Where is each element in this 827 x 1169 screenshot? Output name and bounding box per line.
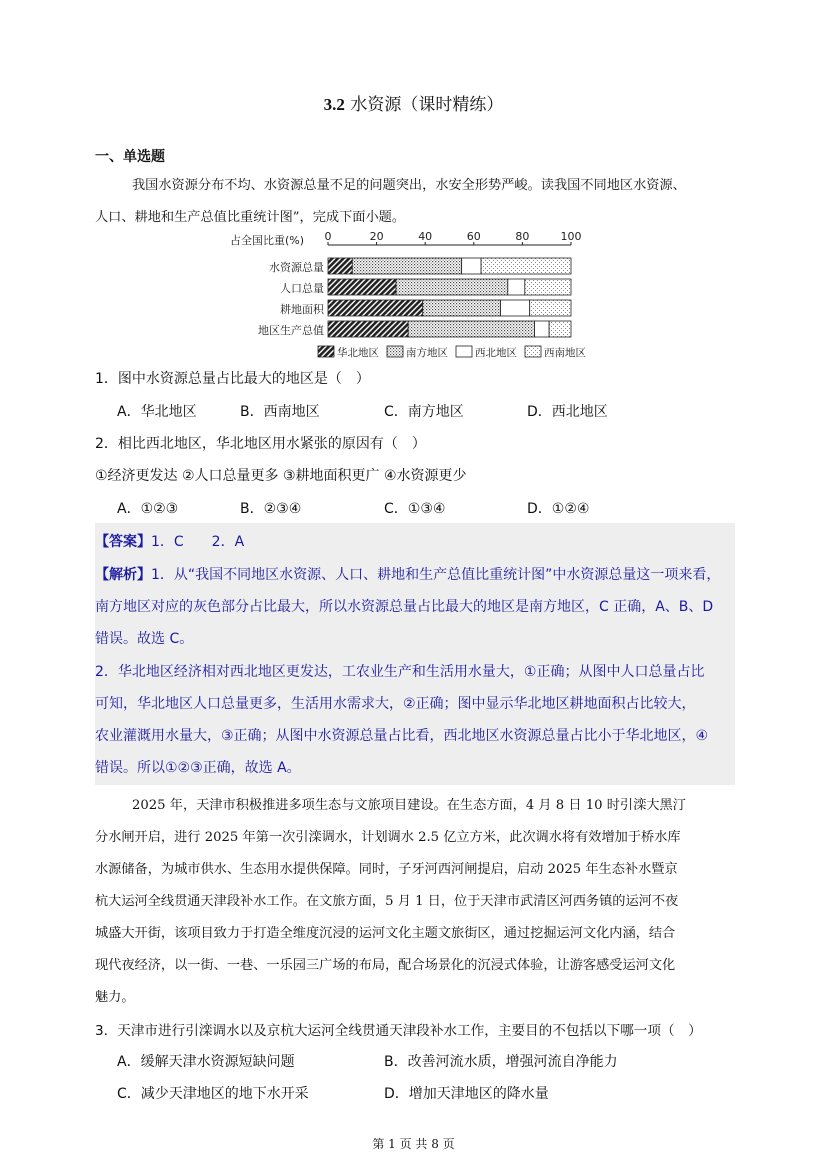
q1-option-c[interactable]: C．南方地区: [384, 404, 464, 420]
legend-swatch: [456, 346, 472, 357]
passage2-line-6: 现代夜经济，以一街、一巷、一乐园三广场的布局，配合场景化的沉浸式体验，让游客感受运河文化: [95, 958, 676, 973]
category-label: 地区生产总值: [258, 324, 324, 337]
x-tick-label: 40: [418, 230, 433, 243]
bar-segment: [328, 321, 408, 337]
q1-option-b[interactable]: B．西南地区: [240, 404, 320, 420]
analysis-line-2: 南方地区对应的灰色部分占比最大，所以水资源总量占比最大的地区是南方地区，C 正确，A、B、D: [95, 599, 714, 615]
x-tick-label: 0: [324, 230, 332, 243]
legend-swatch: [318, 346, 334, 357]
bar-segment: [423, 300, 501, 316]
q1-option-a[interactable]: A．华北地区: [117, 404, 197, 420]
analysis-text-1: 1．从“我国不同地区水资源、人口、耕地和生产总值比重统计图”中水资源总量这一项来看，: [151, 567, 721, 583]
passage2-line-5: 城盛大开街，该项目致力于打造全维度沉浸的运河文化主题文旅街区，通过挖掘运河文化内涵，结合: [95, 926, 676, 941]
q3-option-d[interactable]: D．增加天津地区的降水量: [384, 1086, 549, 1102]
bar-segment: [508, 279, 525, 295]
bar-segment: [535, 321, 550, 337]
question-2-stem: 2．相比西北地区，华北地区用水紧张的原因有（ ）: [95, 436, 426, 452]
analysis-line-5: 可知，华北地区人口总量更多，生活用水需求大，②正确；图中显示华北地区耕地面积占比较大，: [95, 696, 696, 712]
category-label: 水资源总量: [269, 261, 324, 274]
passage1-line2: 人口、耕地和生产总值比重统计图”，完成下面小题。: [95, 210, 406, 225]
q3-option-a[interactable]: A．缓解天津水资源短缺问题: [117, 1054, 295, 1070]
bar-segment: [352, 258, 461, 274]
passage1-line1: 我国水资源分布不均、水资源总量不足的问题突出，水安全形势严峻。读我国不同地区水资源、: [132, 178, 686, 193]
analysis-line-4: 2．华北地区经济相对西北地区更发达，工农业生产和生活用水量大，①正确；从图中人口总量占比: [95, 664, 705, 680]
bar-segment: [501, 300, 530, 316]
passage2-line-2: 分水闸开启，进行 2025 年第一次引滦调水，计划调水 2.5 亿立方米，此次调水将有效增加于桥水库: [95, 830, 681, 845]
x-axis-label: 占全国比重(%): [230, 234, 305, 247]
bar-segment: [328, 279, 396, 295]
legend-swatch: [387, 346, 403, 357]
question-2-statements: ①经济更发达 ②人口总量更多 ③耕地面积更广 ④水资源更少: [95, 468, 467, 484]
bar-segment: [462, 258, 481, 274]
title-number: 3.2: [323, 95, 345, 114]
category-label: 耕地面积: [280, 303, 324, 316]
bar-segment: [408, 321, 534, 337]
bar-segment: [328, 300, 423, 316]
q2-option-d[interactable]: D．①②④: [527, 501, 590, 517]
bar-segment: [396, 279, 508, 295]
question-1-stem: 1．图中水资源总量占比最大的地区是（ ）: [95, 371, 370, 387]
section-heading: 一、单选题: [95, 149, 165, 165]
stacked-bar-chart: [225, 228, 605, 364]
page-footer: 第 1 页 共 8 页: [372, 1137, 455, 1151]
legend-swatch: [525, 346, 541, 357]
bar-segment: [525, 279, 571, 295]
x-tick-label: 60: [466, 230, 481, 243]
q1-option-d[interactable]: D．西北地区: [527, 404, 608, 420]
analysis-label: 【解析】: [95, 567, 151, 583]
legend-label: 西北地区: [475, 347, 517, 359]
bar-segment: [481, 258, 571, 274]
passage2-line-7: 魅力。: [95, 990, 135, 1005]
page-title: [0, 90, 827, 115]
legend-label: 西南地区: [544, 347, 586, 359]
q2-option-c[interactable]: C．①③④: [384, 501, 446, 517]
analysis-line-7: 错误。所以①②③正确，故选 A。: [95, 760, 301, 776]
answer-text: 1．C 2．A: [151, 534, 245, 550]
legend-label: 南方地区: [406, 347, 448, 359]
q3-option-b[interactable]: B．改善河流水质，增强河流自净能力: [384, 1054, 618, 1070]
category-label: 人口总量: [280, 282, 324, 295]
analysis-line-3: 错误。故选 C。: [95, 631, 194, 647]
q2-option-b[interactable]: B．②③④: [240, 501, 302, 517]
analysis-line-6: 农业灌溉用水量大，③正确；从图中水资源总量占比看，西北地区水资源总量占比小于华北地区，④: [95, 728, 709, 744]
q3-option-c[interactable]: C．减少天津地区的地下水开采: [117, 1086, 309, 1102]
title-text: 水资源（课时精练）: [350, 95, 504, 115]
answer-analysis-box: [95, 523, 735, 785]
x-tick-label: 80: [515, 230, 530, 243]
passage2-line-1: 2025 年，天津市积极推进多项生态与文旅项目建设。在生态方面，4 月 8 日 10 时引滦大黑汀: [132, 798, 686, 813]
passage2-line-3: 水源储备，为城市供水、生态用水提供保障。同时，子牙河西河闸提启，启动 2025 年生态补水暨京: [95, 862, 678, 877]
x-tick-label: 100: [560, 230, 582, 243]
q2-option-a[interactable]: A．①②③: [117, 501, 179, 517]
bar-segment: [549, 321, 571, 337]
question-3-stem: 3．天津市进行引滦调水以及京杭大运河全线贯通天津段补水工作，主要目的不包括以下哪一项（ ）: [95, 1023, 702, 1039]
passage2-line-4: 杭大运河全线贯通天津段补水工作。在文旅方面，5 月 1 日，位于天津市武清区河西务镇的运河不夜: [95, 894, 679, 909]
legend-label: 华北地区: [337, 347, 379, 359]
bar-segment: [530, 300, 571, 316]
answer-label: 【答案】: [95, 534, 151, 550]
analysis-line-1: [95, 564, 720, 584]
bar-segment: [328, 258, 352, 274]
x-tick-label: 20: [369, 230, 384, 243]
answer-line: [95, 531, 244, 551]
